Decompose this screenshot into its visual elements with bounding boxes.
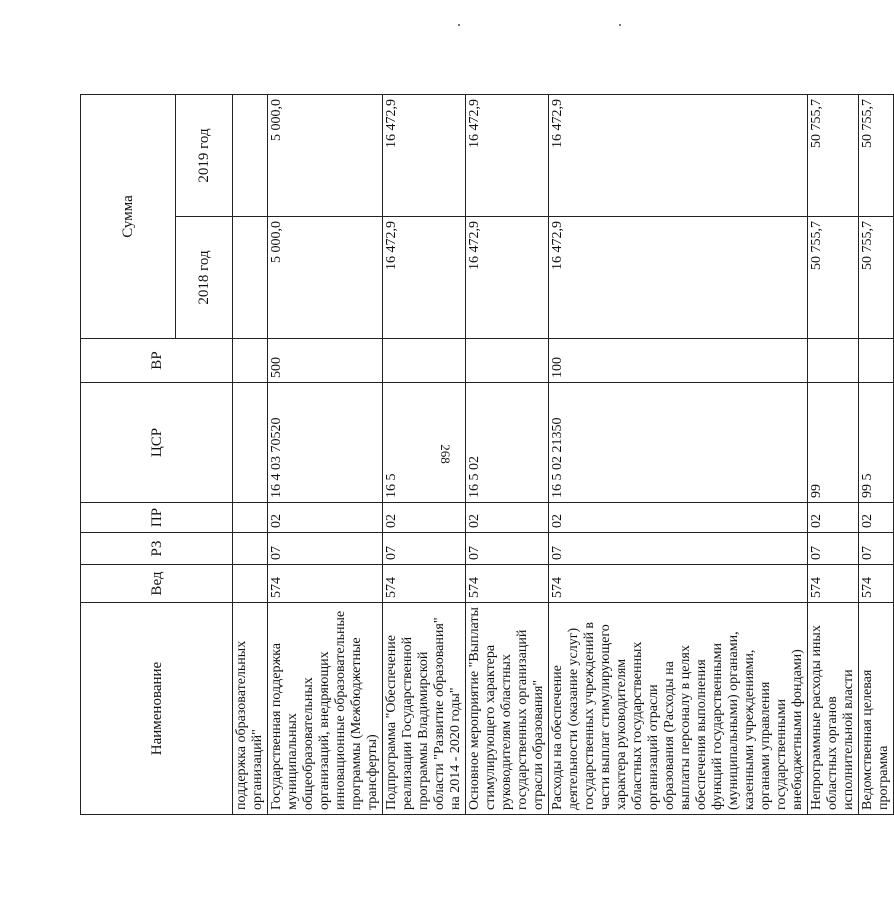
row-csr: 16 5 02 xyxy=(466,383,549,503)
row-2018: 16 472,9 xyxy=(383,217,466,339)
row-csr: 99 5 xyxy=(859,383,894,503)
row-csr xyxy=(233,383,268,503)
row-pr: 02 xyxy=(268,503,383,533)
row-ved: 574 xyxy=(268,565,383,603)
table-row xyxy=(233,94,268,814)
row-ved: 574 xyxy=(466,565,549,603)
row-rz xyxy=(233,533,268,565)
row-2019: 50 755,7 xyxy=(859,94,894,216)
row-vr xyxy=(859,339,894,383)
row-rz: 07 xyxy=(383,533,466,565)
row-2019: 16 472,9 xyxy=(549,94,808,216)
row-name: Основное мероприятие "Выплаты стимулирующего характера руководителям областных государственных организаций отрасли образования" xyxy=(466,603,549,815)
page-number: 268 xyxy=(438,444,453,464)
table-row xyxy=(466,94,549,814)
table-row xyxy=(549,94,808,814)
table-frame xyxy=(80,95,891,810)
row-vr xyxy=(383,339,466,383)
row-pr: 02 xyxy=(383,503,466,533)
header-csr: ЦСР xyxy=(81,383,233,503)
row-2018: 16 472,9 xyxy=(549,217,808,339)
header-2018: 2018 год xyxy=(176,217,233,339)
row-2019: 16 472,9 xyxy=(466,94,549,216)
table-row xyxy=(383,94,466,814)
row-2019 xyxy=(233,94,268,216)
row-vr xyxy=(466,339,549,383)
scan-speck xyxy=(619,24,621,26)
row-2018: 50 755,7 xyxy=(808,217,859,339)
row-pr: 02 xyxy=(549,503,808,533)
scan-speck xyxy=(458,24,460,26)
row-2019: 50 755,7 xyxy=(808,94,859,216)
header-2019: 2019 год xyxy=(176,94,233,216)
row-rz: 07 xyxy=(268,533,383,565)
row-rz: 07 xyxy=(808,533,859,565)
row-ved xyxy=(233,565,268,603)
row-ved: 574 xyxy=(808,565,859,603)
table-row xyxy=(808,94,859,814)
table-row xyxy=(859,94,894,814)
header-vr: ВР xyxy=(81,339,233,383)
row-name: Непрограммные расходы иных областных органов исполнительной власти xyxy=(808,603,859,815)
row-csr: 99 xyxy=(808,383,859,503)
row-ved: 574 xyxy=(859,565,894,603)
row-csr: 16 5 xyxy=(383,383,466,503)
row-ved: 574 xyxy=(549,565,808,603)
row-name: поддержка образовательных организаций" xyxy=(233,603,268,815)
header-rz: РЗ xyxy=(81,533,233,565)
row-rz: 07 xyxy=(466,533,549,565)
row-pr xyxy=(233,503,268,533)
row-2018: 50 755,7 xyxy=(859,217,894,339)
row-pr: 02 xyxy=(466,503,549,533)
row-2019: 5 000,0 xyxy=(268,94,383,216)
row-2019: 16 472,9 xyxy=(383,94,466,216)
row-2018: 16 472,9 xyxy=(466,217,549,339)
table-row xyxy=(268,94,383,814)
row-name: Государственная поддержка муниципальных общеобразовательных организаций, внедряющих инновационные образовательные программы (Межбюджетные трансферты) xyxy=(268,603,383,815)
row-csr: 16 5 02 21350 xyxy=(549,383,808,503)
row-rz: 07 xyxy=(549,533,808,565)
row-2018: 5 000,0 xyxy=(268,217,383,339)
row-ved: 574 xyxy=(383,565,466,603)
row-pr: 02 xyxy=(808,503,859,533)
row-csr: 16 4 03 70520 xyxy=(268,383,383,503)
header-pr: ПР xyxy=(81,503,233,533)
row-pr: 02 xyxy=(859,503,894,533)
row-vr: 100 xyxy=(549,339,808,383)
row-name: Подпрограмма "Обеспечение реализации Государственной программы Владимирской области "Развитие образования" на 2014 - 2020 годы" xyxy=(383,603,466,815)
row-2018 xyxy=(233,217,268,339)
row-vr xyxy=(808,339,859,383)
row-vr: 500 xyxy=(268,339,383,383)
header-name: Наименование xyxy=(81,603,233,815)
row-vr xyxy=(233,339,268,383)
header-ved: Вед xyxy=(81,565,233,603)
header-sum: Сумма xyxy=(81,94,176,338)
row-name: Ведомственная целевая программа xyxy=(859,603,894,815)
row-rz: 07 xyxy=(859,533,894,565)
budget-table xyxy=(80,94,894,815)
row-name: Расходы на обеспечение деятельности (оказание услуг) государственных учреждений в части выплат стимулирующего характера руководителям областных государственных организаций отрасли образования (Расходы на выплаты персоналу в целях обеспечения выполнения функций государственными (муниципальными) органами, казенными учреждениями, органами управления государственными внебюджетными фондами) xyxy=(549,603,808,815)
